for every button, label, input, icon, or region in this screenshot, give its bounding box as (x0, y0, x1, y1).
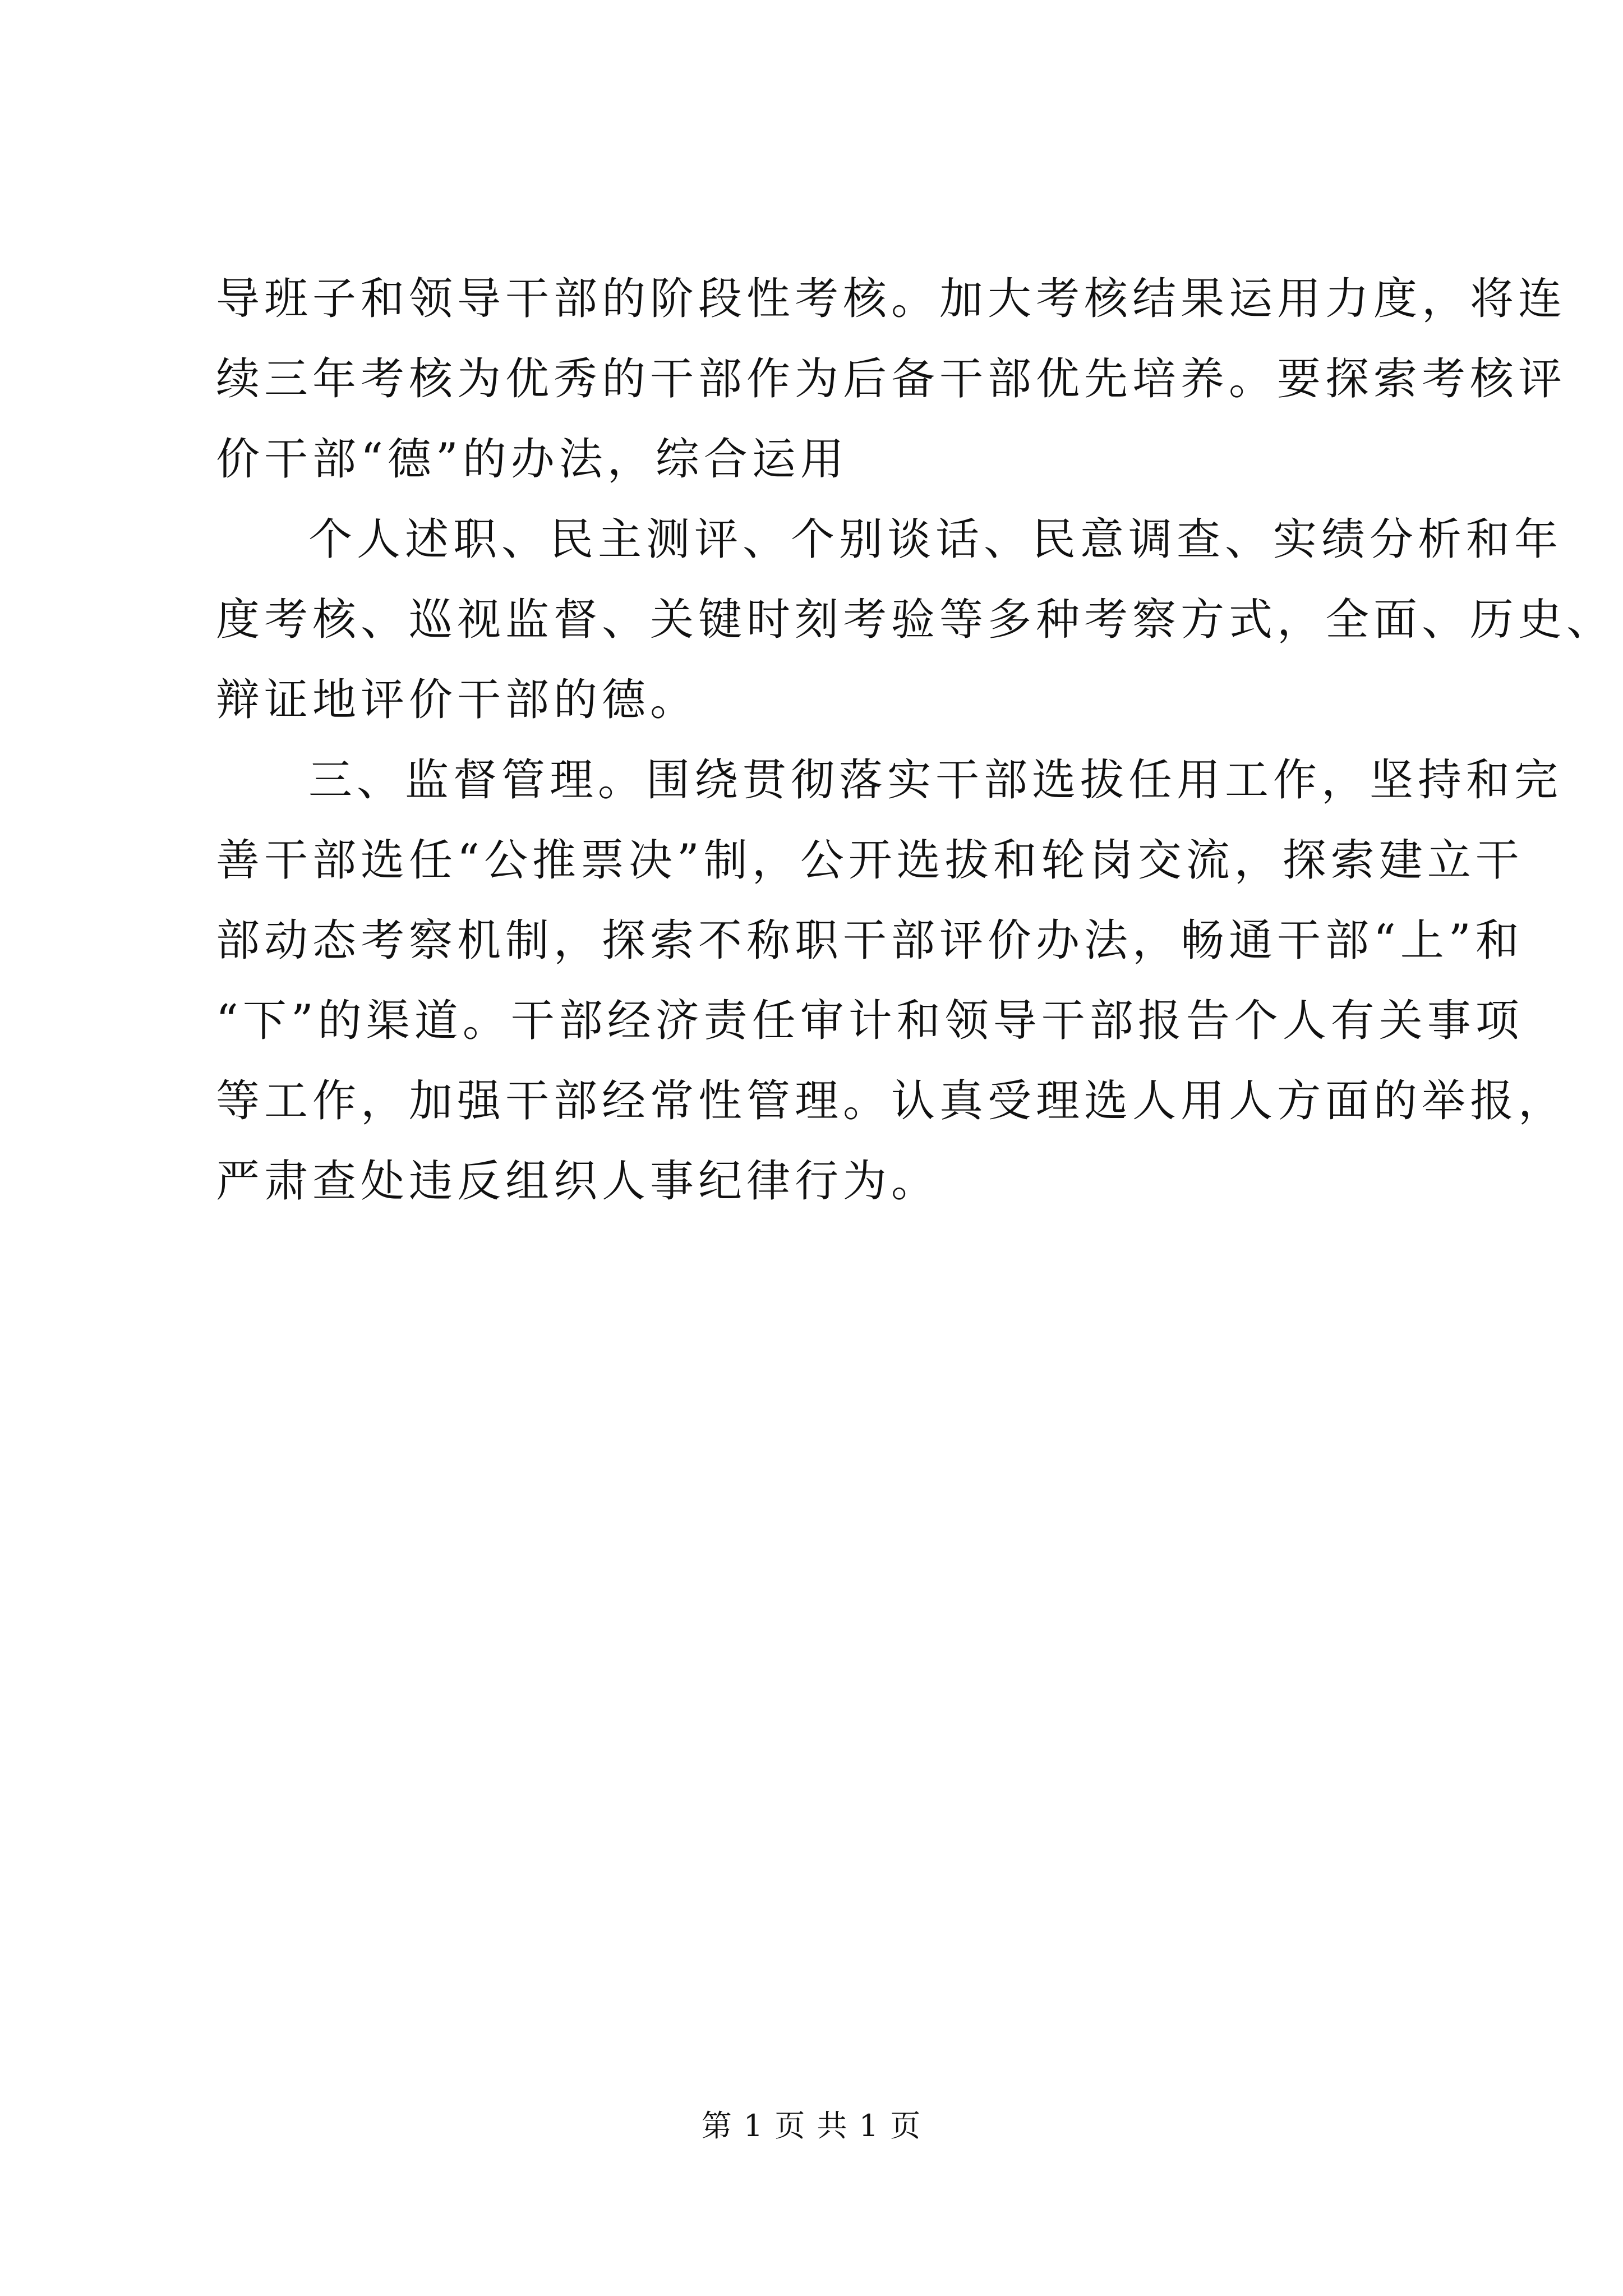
body-line: 价干部“德”的办法，综合运用 (216, 434, 849, 485)
document-body (216, 259, 1615, 1222)
body-line: 导班子和领导干部的阶段性考核。加大考核结果运用力度，将连 (216, 274, 1567, 324)
body-line: 严肃查处违反组织人事纪律行为。 (216, 1156, 940, 1207)
paragraph-start-line: 三、监督管理。围绕贯彻落实干部选拔任用工作，坚持和完 (308, 755, 1563, 806)
body-line: 度考核、巡视监督、关键时刻考验等多种考察方式，全面、历史、 (216, 595, 1615, 645)
page-number-footer: 第 1 页 共 1 页 (701, 2108, 922, 2143)
body-line: 等工作，加强干部经常性管理。认真受理选人用人方面的举报， (216, 1076, 1567, 1126)
paragraph-start-line: 个人述职、民主测评、个别谈话、民意调查、实绩分析和年 (308, 514, 1563, 565)
body-line: 善干部选任“公推票决”制，公开选拔和轮岗交流，探索建立干 (216, 835, 1524, 886)
body-line: “下”的渠道。干部经济责任审计和领导干部报告个人有关事项 (216, 996, 1524, 1046)
body-line: 续三年考核为优秀的干部作为后备干部优先培养。要探索考核评 (216, 354, 1567, 404)
body-line: 部动态考察机制，探索不称职干部评价办法，畅通干部“上”和 (216, 915, 1524, 966)
body-line: 辩证地评价干部的德。 (216, 675, 699, 725)
